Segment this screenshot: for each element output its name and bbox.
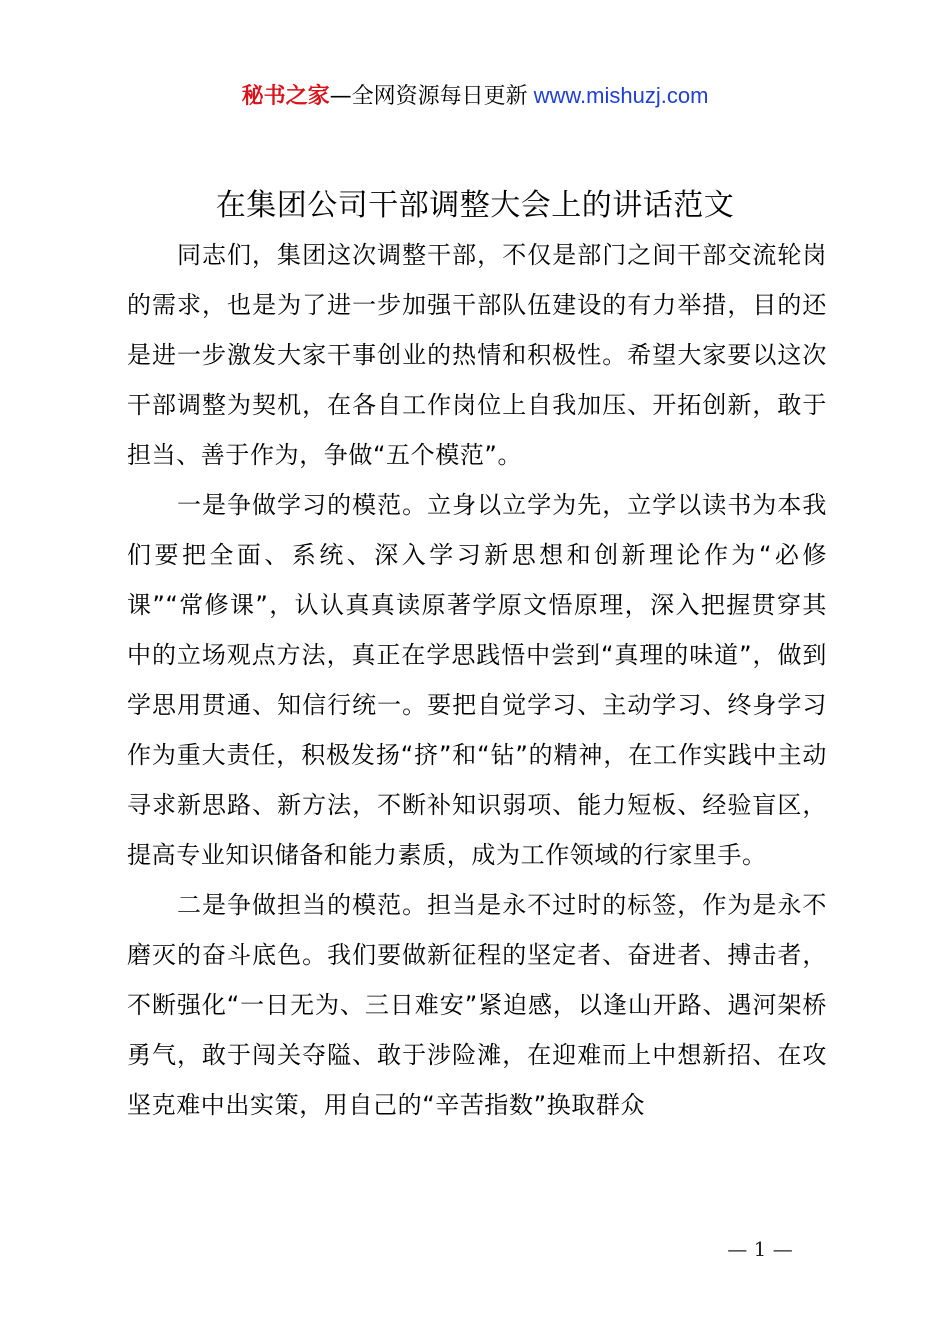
paragraph-learning-model: 一是争做学习的模范。立身以立学为先，立学以读书为本我们要把全面、系统、深入学习新思想和创新理论作为“必修课”“常修课”，认认真真读原著学原文悟原理，深入把握贯穿其中的立场观点方法，真正在学思践悟中尝到“真理的味道”，做到学思用贯通、知信行统一。要把自觉学习、主动学习、终身学习作为重大责任，积极发扬“挤”和“钻”的精神，在工作实践中主动寻求新思路、新方法，不断补知识弱项、能力短板、经验盲区，提高专业知识储备和能力素质，成为工作领域的行家里手。 [127,491,827,869]
document-body [127,230,827,1130]
page-number: — 1 — [727,1237,793,1261]
paragraph-intro: 同志们，集团这次调整干部，不仅是部门之间干部交流轮岗的需求，也是为了进一步加强干部队伍建设的有力举措，目的还是进一步激发大家干事创业的热情和积极性。希望大家要以这次干部调整为契机，在各自工作岗位上自我加压、开拓创新，敢于担当、善于作为，争做“五个模范”。 [127,241,827,469]
brand-name: 秘书之家 [241,84,330,109]
document-title: 在集团公司干部调整大会上的讲话范文 [215,188,735,223]
site-url-link[interactable]: www.mishuzj.com [533,83,709,108]
paragraph-responsibility-model: 二是争做担当的模范。担当是永不过时的标签，作为是永不磨灭的奋斗底色。我们要做新征程的坚定者、奋进者、搏击者，不断强化“一日无为、三日难安”紧迫感，以逢山开路、遇河架桥勇气，敢于闯关夺隘、敢于涉险滩，在迎难而上中想新招、在攻坚克难中出实策，用自己的“辛苦指数”换取群众 [127,891,827,1119]
site-header [0,80,950,113]
header-slogan: —全网资源每日更新 [329,84,528,109]
